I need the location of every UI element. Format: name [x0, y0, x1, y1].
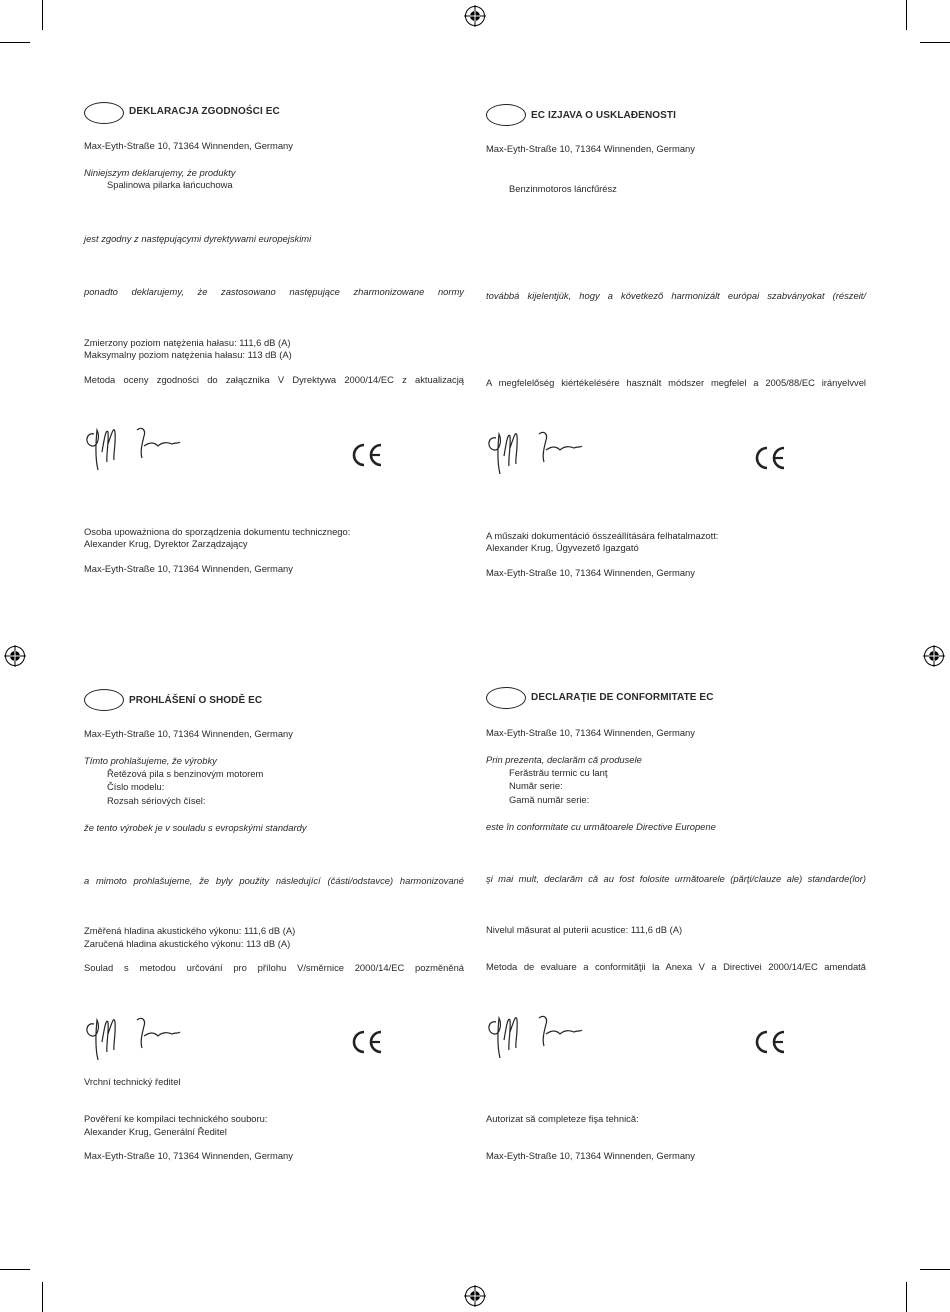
- product-name: Řetězová pila s benzinovým motorem: [107, 768, 264, 779]
- crop-mark-bottom-left-v: [42, 1282, 43, 1312]
- noise-measured: Zmierzony poziom natężenia hałasu: 111,6 dB (A): [84, 337, 291, 348]
- model-number-label: Număr serie:: [509, 780, 563, 791]
- noise-measured: Změřená hladina akustického výkonu: 111,6 dB (A): [84, 925, 296, 936]
- address: Max-Eyth-Straße 10, 71364 Winnenden, Germany: [84, 728, 293, 739]
- address-footer: Max-Eyth-Straße 10, 71364 Winnenden, Germany: [84, 1150, 293, 1161]
- authorized-person-name: Alexander Krug, Ügyvezető Igazgató: [486, 542, 639, 553]
- directives-statement: že tento výrobek je v souladu s evropskými standardy: [84, 822, 307, 833]
- ce-mark-icon: [350, 1029, 384, 1055]
- directives-statement: este în conformitate cu următoarele Directive Europene: [486, 821, 716, 832]
- crop-mark-top-left-v: [42, 0, 43, 30]
- standards-statement: ponadto deklarujemy, że zastosowano następujące zharmonizowane normy: [84, 286, 464, 297]
- registration-mark-icon: [464, 5, 486, 27]
- registration-mark-icon: [923, 645, 945, 667]
- signatory-role: Vrchní technický ředitel: [84, 1076, 181, 1087]
- crop-mark-top-right-h: [920, 42, 950, 43]
- conformity-method: Metoda de evaluare a conformităţii la Anexa V a Directivei 2000/14/EC amendată: [486, 961, 866, 972]
- product-name: Spalinowa pilarka łańcuchowa: [107, 179, 233, 190]
- section-title: PROHLÁŠENÍ O SHODĚ EC: [129, 695, 263, 706]
- ce-mark-icon: [753, 445, 787, 471]
- authorized-person-label: A műszaki dokumentáció összeállítására felhatalmazott:: [486, 530, 719, 541]
- signature-icon: [484, 426, 584, 476]
- signature-icon: [484, 1010, 584, 1060]
- language-oval-ro: [486, 687, 526, 709]
- standards-statement: şi mai mult, declarăm că au fost folosite următoarele (părţi/clauze ale) standarde(lor): [486, 873, 866, 884]
- declaration-intro: Tímto prohlašujeme, že výrobky: [84, 755, 217, 766]
- conformity-method: A megfelelőség kiértékelésére használt módszer megfelel a 2005/88/EC irányelvvel: [486, 377, 866, 388]
- serial-range-label: Rozsah sériových čísel:: [107, 795, 206, 806]
- model-number-label: Číslo modelu:: [107, 781, 165, 792]
- authorized-person-label: Autorizat să completeze fişa tehnică:: [486, 1113, 639, 1124]
- authorized-person-name: Alexander Krug, Dyrektor Zarządzający: [84, 538, 248, 549]
- crop-mark-bottom-right-v: [906, 1282, 907, 1312]
- language-oval-pl: [84, 102, 124, 124]
- standards-statement: továbbá kijelentjük, hogy a következő harmonizált európai szabványokat (részeit/: [486, 290, 866, 301]
- language-oval-hu: [486, 104, 526, 126]
- declaration-intro: Niniejszym deklarujemy, że produkty: [84, 167, 236, 178]
- crop-mark-top-right-v: [906, 0, 907, 30]
- section-title: DECLARAŢIE DE CONFORMITATE EC: [531, 692, 714, 703]
- product-name: Benzinmotoros láncfűrész: [509, 183, 617, 194]
- signature-icon: [82, 1012, 182, 1062]
- registration-mark-icon: [464, 1285, 486, 1307]
- address-footer: Max-Eyth-Straße 10, 71364 Winnenden, Germany: [486, 1150, 695, 1161]
- conformity-method: Metoda oceny zgodności do załącznika V Dyrektywa 2000/14/EC z aktualizacją: [84, 374, 464, 385]
- authorized-person-name: Alexander Krug, Generální Ředitel: [84, 1126, 227, 1137]
- conformity-method: Soulad s metodou určování pro přílohu V/směrnice 2000/14/EC pozměněná: [84, 962, 464, 973]
- section-title: EC IZJAVA O USKLAĐENOSTI: [531, 110, 677, 121]
- ce-mark-icon: [753, 1029, 787, 1055]
- noise-guaranteed: Zaručená hladina akustického výkonu: 113 dB (A): [84, 938, 291, 949]
- directives-statement: jest zgodny z następującymi dyrektywami europejskimi: [84, 233, 312, 244]
- address: Max-Eyth-Straße 10, 71364 Winnenden, Germany: [486, 143, 695, 154]
- declaration-intro: Prin prezenta, declarăm că produsele: [486, 754, 642, 765]
- section-title: DEKLARACJA ZGODNOŚCI EC: [129, 106, 280, 117]
- address-footer: Max-Eyth-Straße 10, 71364 Winnenden, Germany: [84, 563, 293, 574]
- ce-mark-icon: [350, 442, 384, 468]
- authorized-person-label: Pověření ke kompilaci technického souboru:: [84, 1113, 268, 1124]
- address: Max-Eyth-Straße 10, 71364 Winnenden, Germany: [486, 727, 695, 738]
- product-name: Ferăstrău termic cu lanţ: [509, 767, 608, 778]
- language-oval-cz: [84, 689, 124, 711]
- signature-icon: [82, 422, 182, 472]
- noise-measured: Nivelul măsurat al puterii acustice: 111,6 dB (A): [486, 924, 683, 935]
- address: Max-Eyth-Straße 10, 71364 Winnenden, Germany: [84, 140, 293, 151]
- registration-mark-icon: [4, 645, 26, 667]
- serial-range-label: Gamă număr serie:: [509, 794, 590, 805]
- crop-mark-bottom-right-h: [920, 1269, 950, 1270]
- authorized-person-label: Osoba upoważniona do sporządzenia dokumentu technicznego:: [84, 526, 351, 537]
- standards-statement: a mimoto prohlašujeme, že byly použity následující (části/odstavce) harmonizované: [84, 875, 464, 886]
- crop-mark-top-left-h: [0, 42, 30, 43]
- address-footer: Max-Eyth-Straße 10, 71364 Winnenden, Germany: [486, 567, 695, 578]
- noise-guaranteed: Maksymalny poziom natężenia hałasu: 113 dB (A): [84, 349, 292, 360]
- crop-mark-bottom-left-h: [0, 1269, 30, 1270]
